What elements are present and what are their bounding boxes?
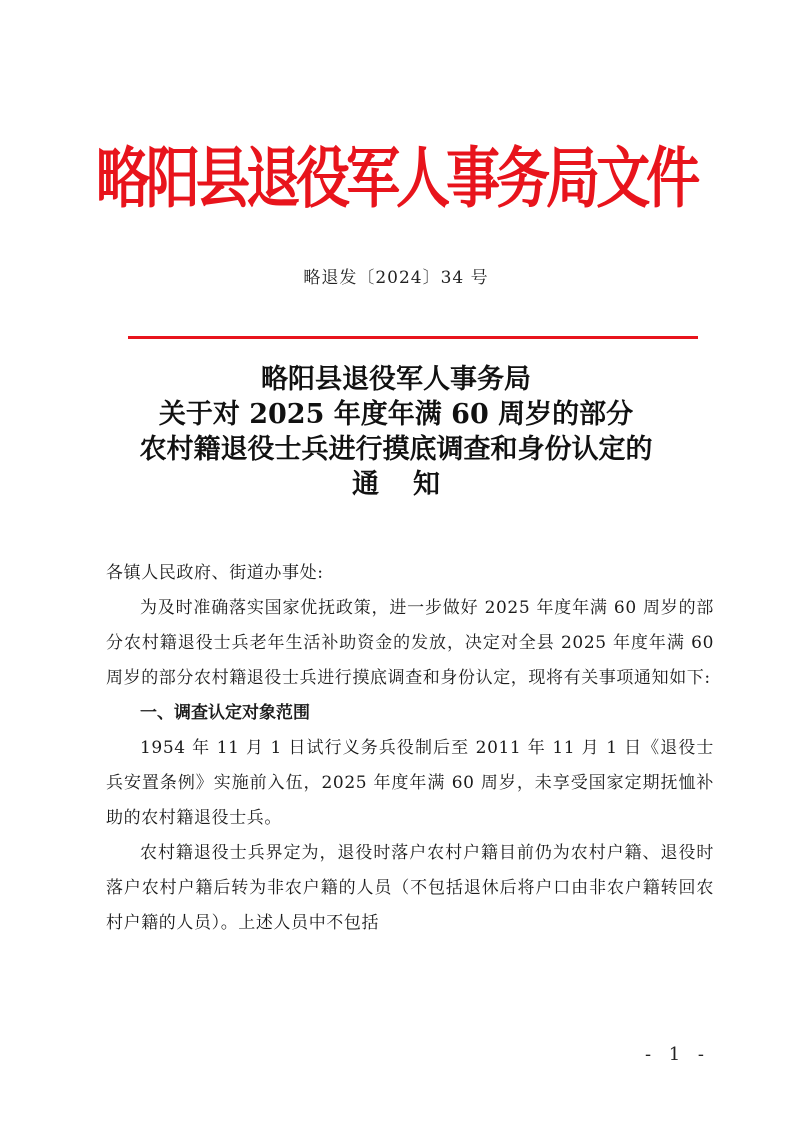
title-line-3: 农村籍退役士兵进行摸底调查和身份认定的 [139, 434, 653, 465]
title-line-2: 关于对 2025 年度年满 60 周岁的部分 [158, 399, 634, 430]
page-number: - 1 - [644, 1044, 710, 1065]
paragraph-2: 1954 年 11 月 1 日试行义务兵役制后至 2011 年 11 月 1 日《退役士兵安置条例》实施前入伍，2025 年度年满 60 周岁，未享受国家定期抚恤补助的农村籍退役士兵。 [106, 738, 714, 828]
notice-title [0, 362, 792, 502]
paragraph-3: 农村籍退役士兵界定为，退役时落户农村户籍目前仍为农村户籍、退役时落户农村户籍后转为非农户籍的人员（不包括退休后将户口由非农户籍转回农村户籍的人员）。上述人员中不包括 [106, 843, 714, 933]
notice-body [106, 556, 714, 941]
salutation: 各镇人民政府、街道办事处: [106, 563, 324, 583]
red-separator-rule [128, 336, 698, 339]
section-heading-1: 一、调查认定对象范围 [140, 703, 310, 723]
masthead-title: 略阳县退役军人事务局文件 [95, 139, 697, 217]
document-number: 略退发〔2024〕34 号 [303, 268, 489, 288]
paragraph-1: 为及时准确落实国家优抚政策，进一步做好 2025 年度年满 60 周岁的部分农村籍退役士兵老年生活补助资金的发放，决定对全县 2025 年度年满 60 周岁的部分农村籍退役士兵进行摸底调查和身份认定，现将有关事项通知如下: [106, 598, 714, 688]
title-line-1: 略阳县退役军人事务局 [261, 364, 531, 395]
title-line-4: 通知 [352, 469, 474, 500]
